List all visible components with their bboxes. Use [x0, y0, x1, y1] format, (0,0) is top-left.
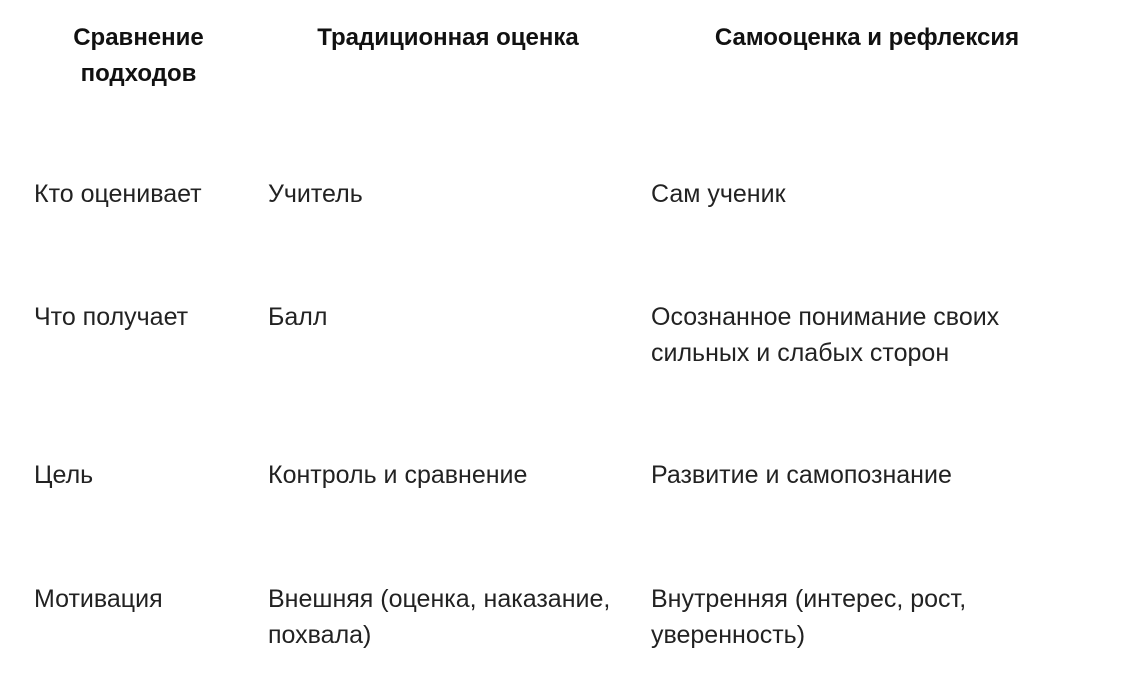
self-assessment-cell: Развитие и самопознание [651, 461, 952, 489]
self-assessment-cell: Сам ученик [651, 180, 786, 208]
traditional-cell: Учитель [268, 180, 363, 208]
traditional-cell: Балл [268, 303, 328, 331]
aspect-cell: Что получает [34, 303, 189, 331]
aspect-cell: Мотивация [34, 585, 163, 613]
aspect-cell: Кто оценивает [34, 180, 202, 208]
aspect-cell: Цель [34, 461, 94, 489]
table-header-row [0, 0, 1126, 120]
header-traditional-assessment: Традиционная оценка [317, 24, 579, 51]
self-assessment-cell: Осознанное понимание своих сильных и слабых сторон [651, 303, 1000, 367]
header-self-assessment: Самооценка и рефлексия [714, 24, 1020, 51]
traditional-cell: Контроль и сравнение [268, 461, 528, 489]
self-assessment-cell: Внутренняя (интерес, рост, уверенность) [651, 585, 967, 649]
traditional-cell: Внешняя (оценка, наказание, похвала) [268, 585, 611, 649]
header-comparison: Сравнение подходов [73, 24, 204, 87]
